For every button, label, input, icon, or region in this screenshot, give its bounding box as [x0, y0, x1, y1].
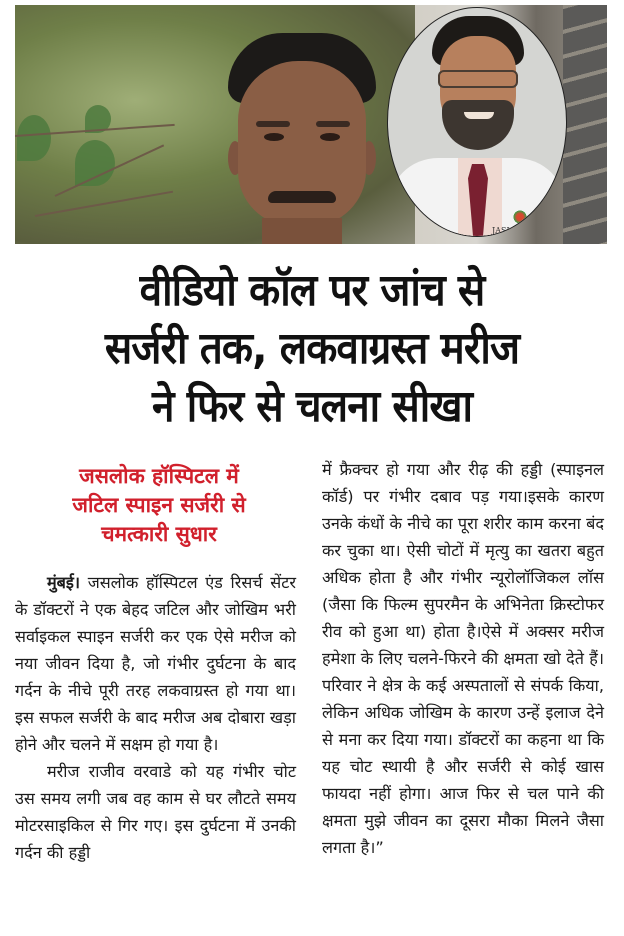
paragraph-text: जसलोक हॉस्पिटल एंड रिसर्च सेंटर के डॉक्टरों ने एक बेहद जटिल और जोखिम भरी सर्वाइकल स्पाइन सर्जरी कर एक ऐसे मरीज को नया जीवन दिया है, जो गंभीर दुर्घटना के बाद गर्दन के नीचे पूरी तरह लकवाग्रस्त हो गया था। इस सफल सर्जरी के बाद मरीज अब दोबारा खड़ा होने और चलने में सक्षम हो गया है। [15, 573, 296, 754]
coat-label: JASLOK [492, 226, 525, 235]
patient-mustache [268, 191, 336, 203]
subheadline [14, 462, 304, 549]
hospital-logo-icon [512, 210, 528, 224]
doctor-smile [464, 112, 494, 119]
window-grill [563, 5, 607, 244]
doctor-photo-inset [387, 7, 567, 237]
article-paragraph [15, 569, 296, 758]
article-paragraph: में फ्रैक्चर हो गया और रीढ़ की हड्डी (स्पाइनल कॉर्ड) पर गंभीर दबाव पड़ गया।इसके कारण उनके कंधों के नीचे का पूरा शरीर काम करना बंद कर चुका था। ऐसी चोटों में मृत्यु का खतरा बहुत अधिक होता है और गंभीर न्यूरोलॉजिकल लॉस (जैसा कि फिल्म सुपरमैन के अभिनेता क्रिस्टोफर रीव को हुआ था) होता है।ऐसे में अक्सर मरीज हमेशा के लिए चलने-फिरने की क्षमता खो देते हैं।परिवार ने क्षेत्र के कई अस्पतालों से संपर्क किया, लेकिन अधिक जोखिम के कारण उन्हें इलाज देने से मना कर दिया गया। डॉक्टरों का कहना था कि यह चोट स्थायी है और सर्जरी से कोई खास फायदा नहीं होगा। आज फिर से चल पाने की क्षमता मुझे जीवन का दूसरा मौका मिलने जैसा लगता है।” [322, 460, 604, 857]
doctor-glasses [438, 70, 518, 88]
patient-neck [262, 218, 342, 244]
leaf-shape [75, 140, 115, 186]
headline-line: सर्जरी तक, लकवाग्रस्त मरीज [104, 323, 520, 374]
subheadline-line: जटिल स्पाइन सर्जरी से [72, 493, 246, 517]
headline-line: वीडियो कॉल पर जांच से [139, 265, 485, 316]
article-column-right [322, 456, 604, 861]
leaf-shape [17, 115, 51, 161]
patient-eye [320, 133, 340, 141]
patient-brow [256, 121, 290, 127]
patient-portrait [220, 33, 385, 244]
article-column-left [15, 569, 296, 866]
article-photo [15, 5, 607, 244]
article-paragraph: मरीज राजीव वरवाडे को यह गंभीर चोट उस समय लगी जब वह काम से घर लौटते समय मोटरसाइकिल से गिर गए। इस दुर्घटना में उनकी गर्दन की हड्डी [15, 762, 296, 862]
subheadline-line: जसलोक हॉस्पिटल में [79, 464, 239, 488]
subheadline-line: चमत्कारी सुधार [101, 522, 217, 546]
patient-eye [264, 133, 284, 141]
headline [25, 262, 599, 436]
headline-line: ने फिर से चलना सीखा [151, 381, 473, 432]
dateline: मुंबई। [47, 573, 81, 592]
patient-brow [316, 121, 350, 127]
doctor-beard [442, 100, 514, 150]
